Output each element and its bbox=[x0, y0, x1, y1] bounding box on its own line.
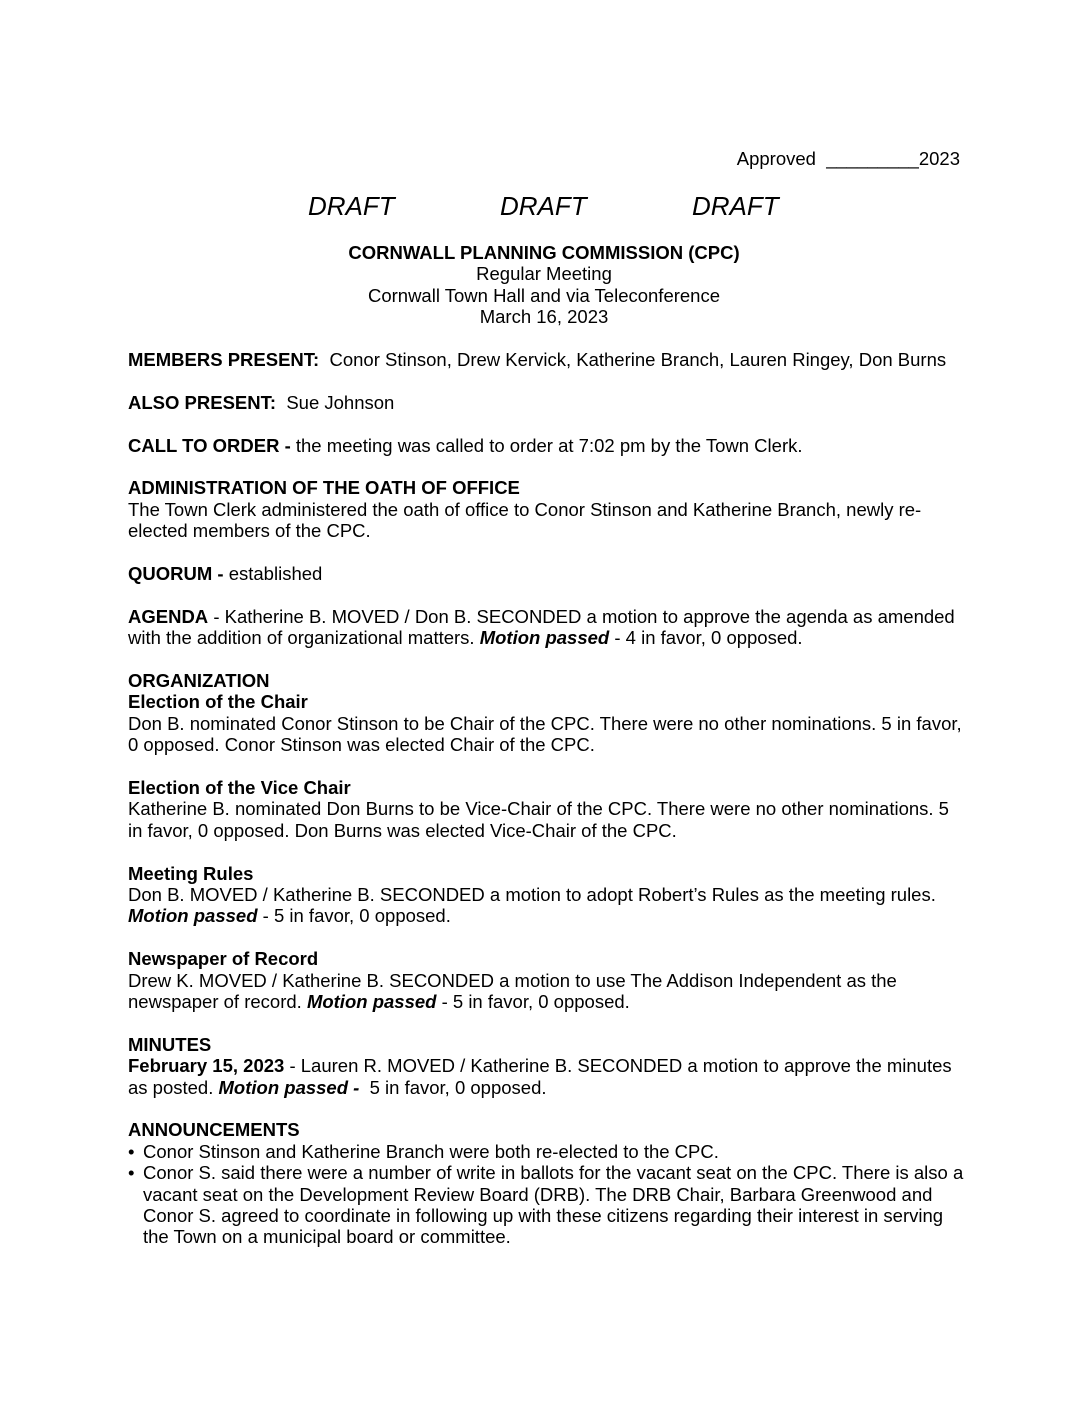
also-present-label: ALSO PRESENT: bbox=[128, 391, 277, 413]
meeting-rules-paragraph bbox=[128, 884, 964, 927]
agenda-section bbox=[128, 606, 964, 649]
chair-heading: Election of the Chair bbox=[128, 691, 308, 713]
quorum-text: established bbox=[228, 563, 323, 584]
meeting-location: Cornwall Town Hall and via Teleconference bbox=[367, 284, 721, 306]
meeting-rules-heading: Meeting Rules bbox=[128, 862, 254, 884]
newspaper-text: Drew K. MOVED / Katherine B. SECONDED a motion to use The Addison Independent as the newspaper of record. bbox=[128, 969, 897, 1013]
newspaper-motion: Motion passed bbox=[306, 991, 437, 1013]
approved-label: Approved bbox=[736, 148, 816, 169]
agenda-text: - Katherine B. MOVED / Don B. SECONDED a motion to approve the agenda as amended with the addition of organizational matters. bbox=[128, 605, 955, 649]
agenda-label: AGENDA bbox=[128, 605, 209, 627]
approved-blank: _________ bbox=[826, 148, 919, 169]
quorum-label: QUORUM - bbox=[128, 563, 224, 584]
members-present-label: MEMBERS PRESENT: bbox=[128, 349, 320, 370]
newspaper-heading: Newspaper of Record bbox=[128, 948, 319, 970]
call-to-order-section bbox=[128, 435, 964, 456]
minutes-paragraph bbox=[128, 1055, 964, 1098]
approved-year: 2023 bbox=[918, 148, 960, 169]
draft-watermark-row bbox=[308, 190, 884, 222]
minutes-body bbox=[128, 349, 964, 1269]
also-present-section bbox=[128, 392, 964, 413]
vice-chair-heading: Election of the Vice Chair bbox=[128, 777, 351, 799]
announcements-heading: ANNOUNCEMENTS bbox=[128, 1119, 300, 1141]
newspaper-result: - 5 in favor, 0 opposed. bbox=[441, 991, 630, 1013]
agenda-motion: Motion passed bbox=[479, 627, 610, 649]
oath-section bbox=[128, 477, 964, 541]
vice-chair-text: Katherine B. nominated Don Burns to be Vice-Chair of the CPC. There were no other nominations. 5 in favor, 0 opposed. Don Burns was elected Vice-Chair of the CPC. bbox=[128, 798, 949, 841]
call-to-order-text: the meeting was called to order at 7:02 pm by the Town Clerk. bbox=[295, 434, 803, 456]
meeting-rules-result: - 5 in favor, 0 opposed. bbox=[262, 905, 451, 927]
minutes-heading: MINUTES bbox=[128, 1033, 212, 1055]
newspaper-paragraph bbox=[128, 970, 964, 1013]
minutes-text: - Lauren R. MOVED / Katherine B. SECONDED a motion to approve the minutes as posted. bbox=[128, 1055, 952, 1098]
announcements-section bbox=[128, 1119, 964, 1247]
document-header bbox=[0, 242, 1088, 328]
minutes-section bbox=[128, 1034, 964, 1098]
minutes-date: February 15, 2023 bbox=[128, 1055, 285, 1077]
minutes-result: 5 in favor, 0 opposed. bbox=[369, 1076, 547, 1098]
meeting-rules-motion: Motion passed bbox=[128, 905, 258, 927]
list-item: • Conor S. said there were a number of write in ballots for the vacant seat on the CPC. There is also a vacant seat on the Development Review Board (DRB). The DRB Chair, Barbara Greenwood and Conor S. agreed to coordinate in following up with these citizens regarding their interest in serving the Town on a municipal board or committee. bbox=[128, 1162, 964, 1248]
also-present-text: Sue Johnson bbox=[286, 391, 395, 413]
members-present-text: Conor Stinson, Drew Kervick, Katherine Branch, Lauren Ringey, Don Burns bbox=[329, 349, 947, 370]
document-title: CORNWALL PLANNING COMMISSION (CPC) bbox=[348, 242, 740, 263]
meeting-date: March 16, 2023 bbox=[479, 306, 609, 328]
organization-chair-section bbox=[128, 670, 964, 756]
organization-heading: ORGANIZATION bbox=[128, 670, 270, 691]
members-present-section bbox=[128, 349, 964, 370]
meeting-rules-section bbox=[128, 863, 964, 927]
newspaper-section bbox=[128, 948, 964, 1012]
announcements-list bbox=[128, 1141, 964, 1248]
vice-chair-section bbox=[128, 777, 964, 841]
list-item: • Conor Stinson and Katherine Branch were both re-elected to the CPC. bbox=[128, 1141, 964, 1162]
agenda-result: - 4 in favor, 0 opposed. bbox=[614, 627, 803, 649]
oath-heading: ADMINISTRATION OF THE OATH OF OFFICE bbox=[128, 477, 520, 499]
chair-text: Don B. nominated Conor Stinson to be Chair of the CPC. There were no other nominations. 5 in favor, 0 opposed. Conor Stinson was elected Chair of the CPC. bbox=[128, 712, 962, 756]
call-to-order-label: CALL TO ORDER - bbox=[128, 434, 291, 456]
oath-text: The Town Clerk administered the oath of office to Conor Stinson and Katherine Branch, newly re-elected members of the CPC. bbox=[128, 498, 922, 542]
draft-label: DRAFT bbox=[500, 191, 587, 221]
meeting-type: Regular Meeting bbox=[476, 263, 612, 285]
meeting-rules-text: Don B. MOVED / Katherine B. SECONDED a motion to adopt Robert’s Rules as the meeting rules. bbox=[128, 884, 936, 906]
minutes-motion: Motion passed - bbox=[218, 1076, 360, 1098]
draft-label: DRAFT bbox=[308, 191, 395, 221]
approval-line bbox=[737, 148, 960, 169]
draft-label: DRAFT bbox=[692, 191, 779, 221]
quorum-section bbox=[128, 563, 964, 584]
